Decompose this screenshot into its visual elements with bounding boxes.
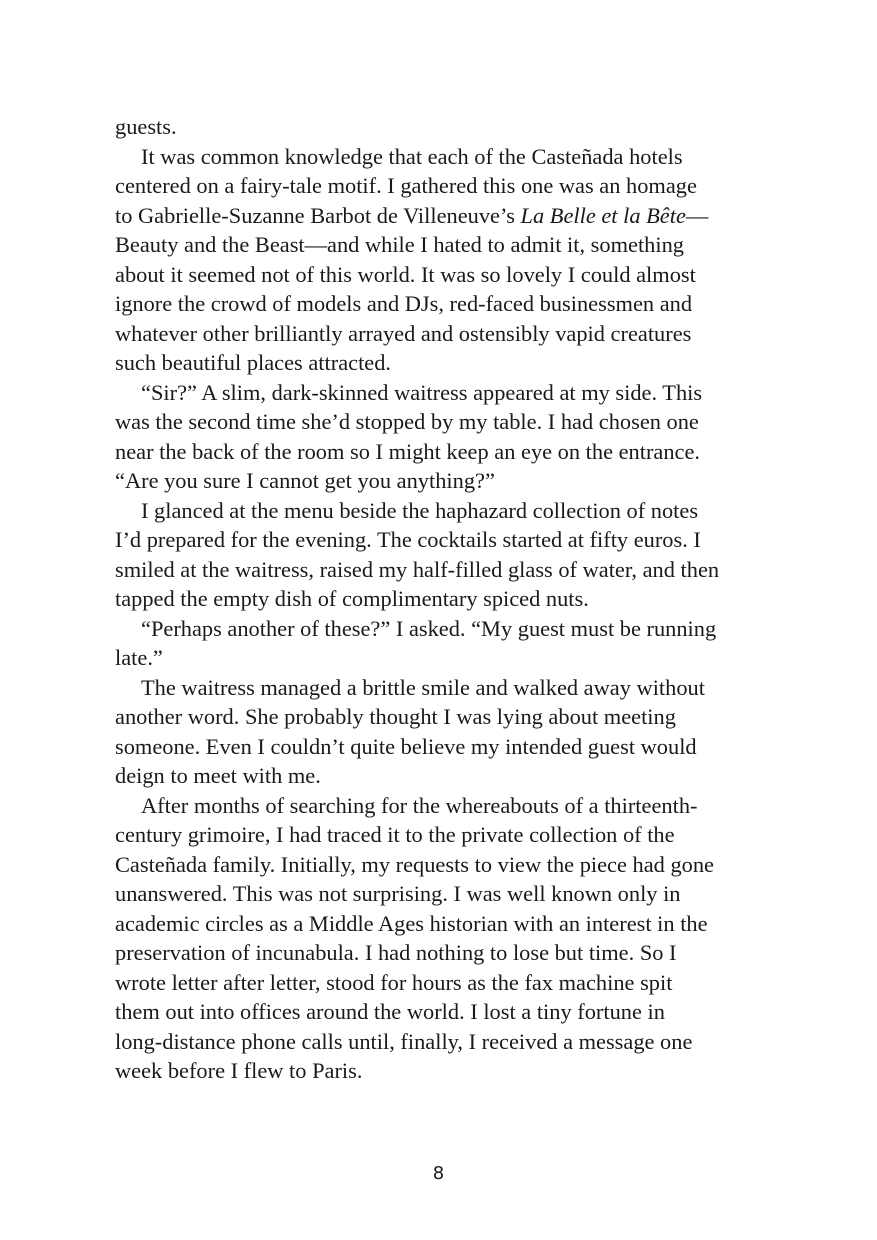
text-line: tapped the empty dish of complimentary spiced nuts. [115,586,589,611]
text-line: such beautiful places attracted. [115,350,392,375]
paragraph-5 [115,614,775,673]
text-line-with-title [115,201,775,231]
paragraph-3 [115,378,775,496]
text-line: week before I flew to Paris. [115,1058,363,1083]
text-line: centered on a fairy-tale motif. I gathered this one was an homage [115,173,697,198]
paragraph-7 [115,791,775,1086]
text-line: wrote letter after letter, stood for hours as the fax machine spit [115,969,673,995]
text-line: “Perhaps another of these?” I asked. “My guest must be running [141,615,717,641]
text-line: ignore the crowd of models and DJs, red-faced businessmen and [115,291,693,316]
text-line: I’d prepared for the evening. The cocktails started at fifty euros. I [115,527,701,552]
text-line: The waitress managed a brittle smile and walked away without [141,674,705,700]
text-line: long-distance phone calls until, finally, I received a message one [115,1028,693,1054]
paragraph-2 [115,142,775,378]
paragraph-4 [115,496,775,614]
paragraph-1 [115,112,775,142]
text-line: another word. She probably thought I was lying about meeting [115,704,676,729]
text-line: century grimoire, I had traced it to the private collection of the [115,822,675,847]
text-line: was the second time she’d stopped by my table. I had chosen one [115,409,699,434]
text-line: whatever other brilliantly arrayed and ostensibly vapid creatures [115,320,692,346]
text-line: smiled at the waitress, raised my half-filled glass of water, and then [115,556,720,582]
text-line: unanswered. This was not surprising. I was well known only in [115,881,681,906]
text-line: near the back of the room so I might keep an eye on the entrance. [115,438,701,464]
page-number: 8 [432,1163,445,1184]
text-line: someone. Even I couldn’t quite believe my intended guest would [115,733,697,759]
text-line: It was common knowledge that each of the Casteñada hotels [141,143,683,169]
body-text [115,112,775,1086]
text-line: I glanced at the menu beside the haphazard collection of notes [141,497,699,523]
text-line: late.” [115,645,163,670]
text-line: academic circles as a Middle Ages historian with an interest in the [115,910,708,936]
text-segment: to Gabrielle-Suzanne Barbot de Villeneuve’s [115,202,521,228]
text-line: them out into offices around the world. I lost a tiny fortune in [115,999,665,1024]
text-line: Beauty and the Beast—and while I hated to admit it, something [115,232,684,257]
text-line: about it seemed not of this world. It was so lovely I could almost [115,261,696,287]
text-line: guests. [115,114,177,139]
text-line: “Are you sure I cannot get you anything?” [115,468,495,493]
paragraph-6 [115,673,775,791]
text-line: “Sir?” A slim, dark-skinned waitress appeared at my side. This [141,379,703,405]
text-line: After months of searching for the whereabouts of a thirteenth- [141,792,698,818]
text-segment: — [685,202,709,228]
text-line: Casteñada family. Initially, my requests to view the piece had gone [115,851,714,877]
text-line: preservation of incunabula. I had nothing to lose but time. So I [115,940,677,965]
book-title: La Belle et la Bête [520,202,686,228]
text-line: deign to meet with me. [115,763,321,788]
